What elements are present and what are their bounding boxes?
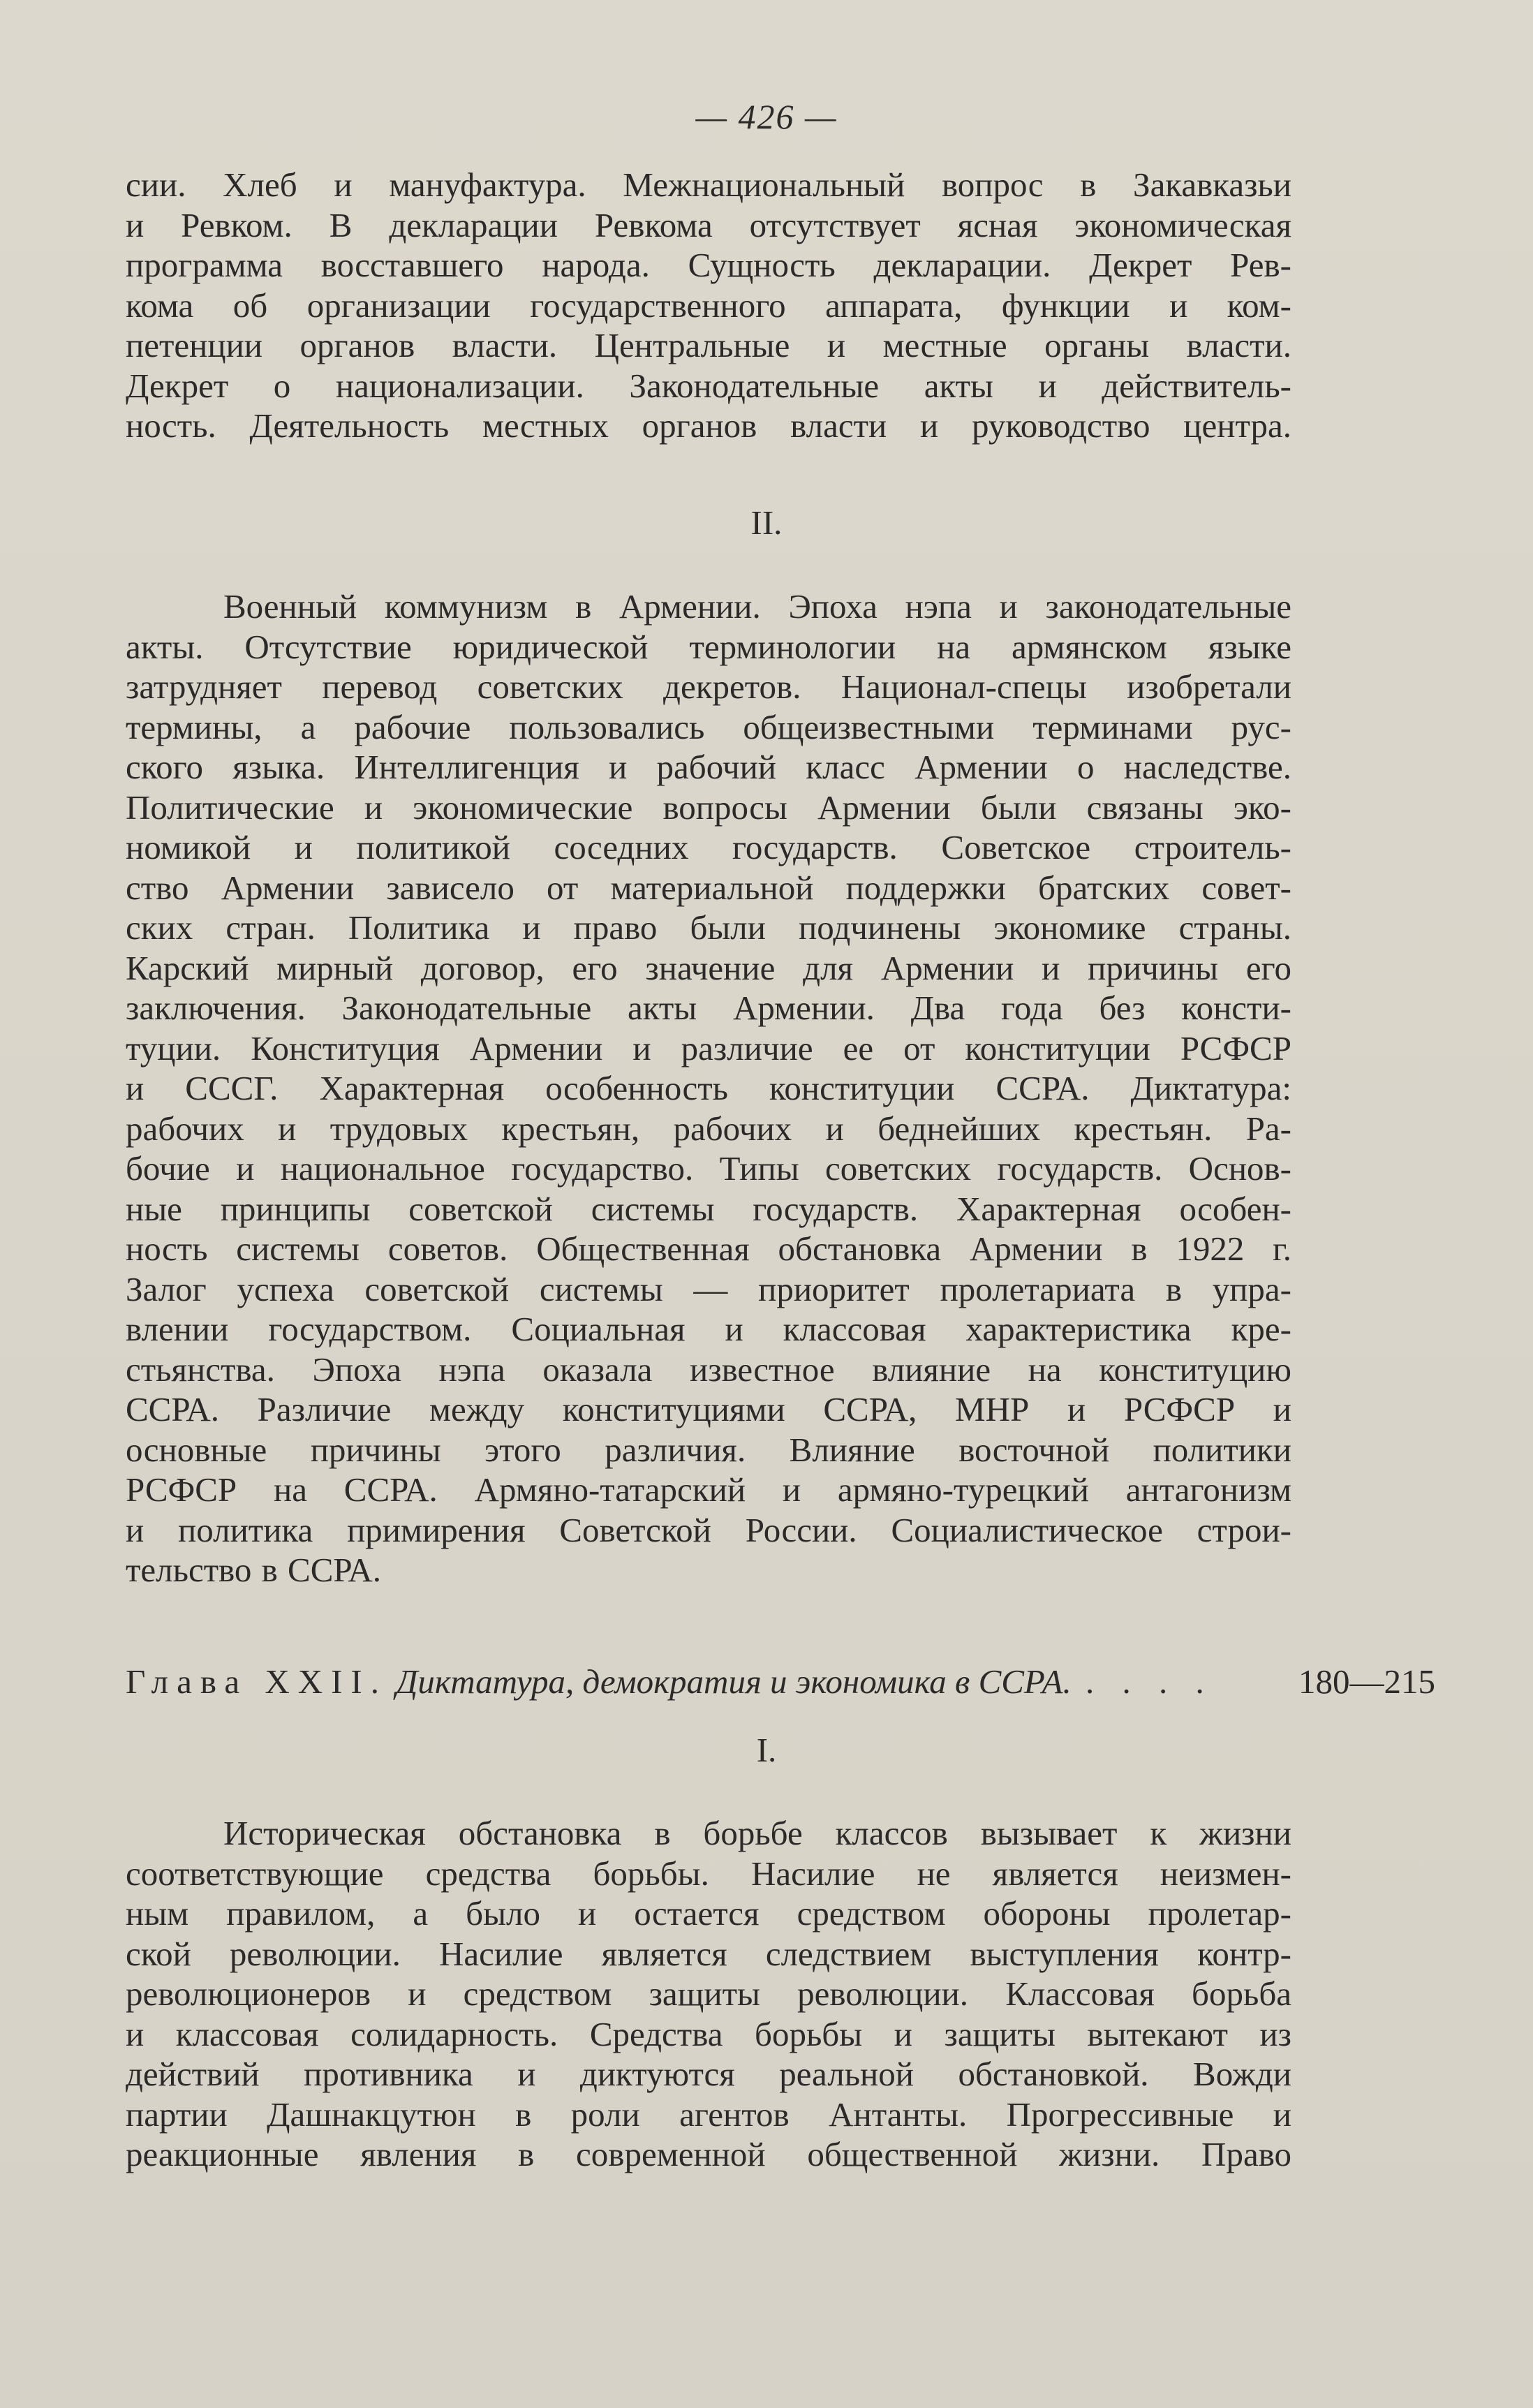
text-line: Историческая обстановка в борьбе классов вызывает к жизни: [223, 1814, 1291, 1852]
text-line: туции. Конституция Армении и различие ее от конституции РСФСР: [126, 1028, 1291, 1068]
chapter-leader-dots: . . . .: [1086, 1662, 1214, 1701]
text-line: тельство в ССРА.: [126, 1551, 382, 1589]
text-line: ство Армении зависело от материальной поддержки братских совет-: [126, 868, 1291, 907]
text-line: Карский мирный договор, его значение для Армении и причины его: [126, 948, 1291, 987]
chapter-heading: [126, 1662, 1435, 1701]
text-line: затрудняет перевод советских декретов. Национал-спецы изобретали: [126, 667, 1291, 706]
text-line: основные причины этого различия. Влияние восточной политики: [126, 1430, 1291, 1469]
paragraph-1: [126, 165, 1291, 446]
text-line: стьянства. Эпоха нэпа оказала известное влияние на конституцию: [126, 1350, 1291, 1389]
text-line: акты. Отсутствие юридической терминологии на армянском языке: [126, 627, 1291, 666]
section-heading-ii: II.: [750, 503, 783, 542]
text-line: Залог успеха советской системы — приоритет пролетариата в упра-: [126, 1269, 1291, 1308]
text-line: ских стран. Политика и право были подчинены экономике страны.: [126, 908, 1291, 947]
text-line: термины, а рабочие пользовались общеизвестными терминами рус-: [126, 707, 1291, 746]
text-line: ность. Деятельность местных органов власти и руководство центра.: [126, 406, 1291, 445]
text-line: соответствующие средства борьбы. Насилие не является неизмен-: [126, 1854, 1291, 1893]
text-line: ным правилом, а было и остается средством обороны пролетар-: [126, 1894, 1291, 1933]
text-line: ского языка. Интеллигенция и рабочий класс Армении о наследстве.: [126, 748, 1291, 786]
text-line: программа восставшего народа. Сущность декларации. Декрет Рев-: [126, 246, 1291, 284]
text-line: влении государством. Социальная и классовая характеристика кре-: [126, 1310, 1291, 1348]
text-line: и Ревком. В декларации Ревкома отсутствует ясная экономическая: [126, 205, 1291, 244]
text-line: действий противника и диктуются реальной обстановкой. Вожди: [126, 2055, 1291, 2093]
text-line: заключения. Законодательные акты Армении. Два года без консти-: [126, 989, 1291, 1027]
text-line: петенции органов власти. Центральные и местные органы власти.: [126, 326, 1291, 364]
text-line: ской революции. Насилие является следствием выступления контр-: [126, 1934, 1291, 1973]
section-heading-i: I.: [756, 1731, 777, 1769]
page-number: — 426 —: [695, 97, 838, 136]
text-line: номикой и политикой соседних государств. Советское строитель-: [126, 828, 1291, 866]
chapter-page-range: 180—215: [1298, 1662, 1435, 1701]
text-line: РСФСР на ССРА. Армяно-татарский и армяно-турецкий антагонизм: [126, 1470, 1291, 1509]
text-line: Политические и экономические вопросы Армении были связаны эко-: [126, 788, 1291, 827]
text-line: Декрет о национализации. Законодательные акты и действитель-: [126, 366, 1291, 405]
paragraph-3: [126, 1813, 1291, 2175]
text-line: ные принципы советской системы государств. Характерная особен-: [126, 1189, 1291, 1228]
text-line: ССРА. Различие между конституциями ССРА, МНР и РСФСР и: [126, 1390, 1291, 1428]
chapter-label: Глава XXII.: [126, 1662, 387, 1701]
chapter-title: Диктатура, демократия и экономика в ССРА.: [396, 1662, 1072, 1701]
text-line: сии. Хлеб и мануфактура. Межнациональный вопрос в Закавказьи: [126, 165, 1291, 204]
text-line: партии Дашнакцутюн в роли агентов Антанты. Прогрессивные и: [126, 2095, 1291, 2134]
text-line: реакционные явления в современной общественной жизни. Право: [126, 2135, 1291, 2173]
text-line: рабочих и трудовых крестьян, рабочих и беднейших крестьян. Ра-: [126, 1109, 1291, 1148]
text-line: ность системы советов. Общественная обстановка Армении в 1922 г.: [126, 1229, 1291, 1268]
text-line: революционеров и средством защиты революции. Классовая борьба: [126, 1974, 1291, 2013]
text-line: и политика примирения Советской России. Социалистическое строи-: [126, 1510, 1291, 1549]
text-line: кома об организации государственного аппарата, функции и ком-: [126, 286, 1291, 325]
text-line: бочие и национальное государство. Типы советских государств. Основ-: [126, 1149, 1291, 1188]
paragraph-2: [126, 586, 1291, 1590]
text-line: и СССГ. Характерная особенность конституции ССРА. Диктатура:: [126, 1069, 1291, 1107]
text-line: Военный коммунизм в Армении. Эпоха нэпа и законодательные: [223, 587, 1291, 626]
text-line: и классовая солидарность. Средства борьбы и защиты вытекают из: [126, 2014, 1291, 2053]
